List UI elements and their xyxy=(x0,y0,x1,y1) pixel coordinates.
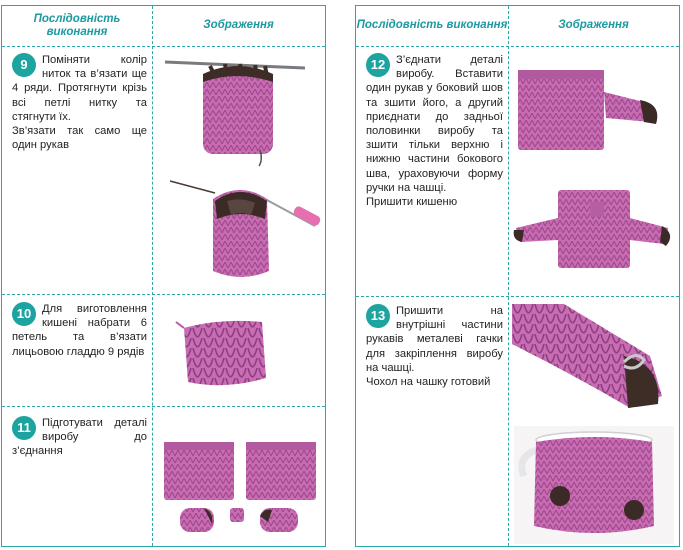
row-divider xyxy=(2,46,325,47)
assembled-cover-front-photo xyxy=(512,178,676,283)
prepared-parts-photo xyxy=(160,436,322,541)
left-instruction-table xyxy=(1,5,326,547)
knitted-pocket-photo xyxy=(170,308,280,396)
step-number-badge: 13 xyxy=(366,304,390,328)
step-text: Поміняти колір ниток та в’язати ще 4 ряди. Протягнути крізь всі петлі нитку та стягнути їх. xyxy=(12,54,147,123)
step-12 xyxy=(366,53,503,209)
step-text: Підготувати деталі виробу до з’єднання xyxy=(12,417,147,458)
row-divider xyxy=(2,294,325,295)
assembled-cover-back-photo xyxy=(514,64,674,164)
step-extra-text: Зв’язати так само ще один рукав xyxy=(12,125,147,152)
finished-mug-cover-photo xyxy=(514,426,674,544)
sleeve-with-hook-photo xyxy=(512,304,676,420)
right-instruction-table xyxy=(355,5,680,547)
column-divider xyxy=(508,6,509,546)
row-divider xyxy=(356,296,679,297)
column-divider xyxy=(152,6,153,546)
knitted-sleeve-gathered-photo xyxy=(165,171,325,289)
header-sequence: Послідовність виконання xyxy=(33,12,121,38)
knitted-sleeve-on-needle-photo xyxy=(165,54,315,169)
step-text: Пришити на внутрішні частини рукавів металеві гачки для закріплення виробу на чашці. xyxy=(366,305,503,374)
header-image: Зображення xyxy=(203,19,274,32)
step-number-badge: 12 xyxy=(366,53,390,77)
step-11 xyxy=(12,416,147,459)
step-number-badge: 11 xyxy=(12,416,36,440)
row-divider xyxy=(356,46,679,47)
step-text: З’єднати деталі виробу. Вставити один рукав у боковий шов та зшити його, а другий приєднати до задньої половинки виробу та зшити тільки верхню і нижню частини бокового шва, ураховуючи форму ручки на чашці. xyxy=(366,54,503,194)
step-extra-text: Чохол на чашку готовий xyxy=(366,376,491,389)
step-extra-text: Пришити кишеню xyxy=(366,196,458,209)
header-sequence: Послідовність виконання xyxy=(356,19,508,32)
step-text: Для виготовлення кишені набрати 6 петель та в’язати лицьовою гладдю 9 рядів xyxy=(12,303,147,358)
row-divider xyxy=(2,406,325,407)
step-number-badge: 10 xyxy=(12,302,36,326)
step-number-badge: 9 xyxy=(12,53,36,77)
step-9 xyxy=(12,53,147,152)
step-10 xyxy=(12,302,147,359)
step-13 xyxy=(366,304,503,389)
header-image: Зображення xyxy=(558,19,629,32)
